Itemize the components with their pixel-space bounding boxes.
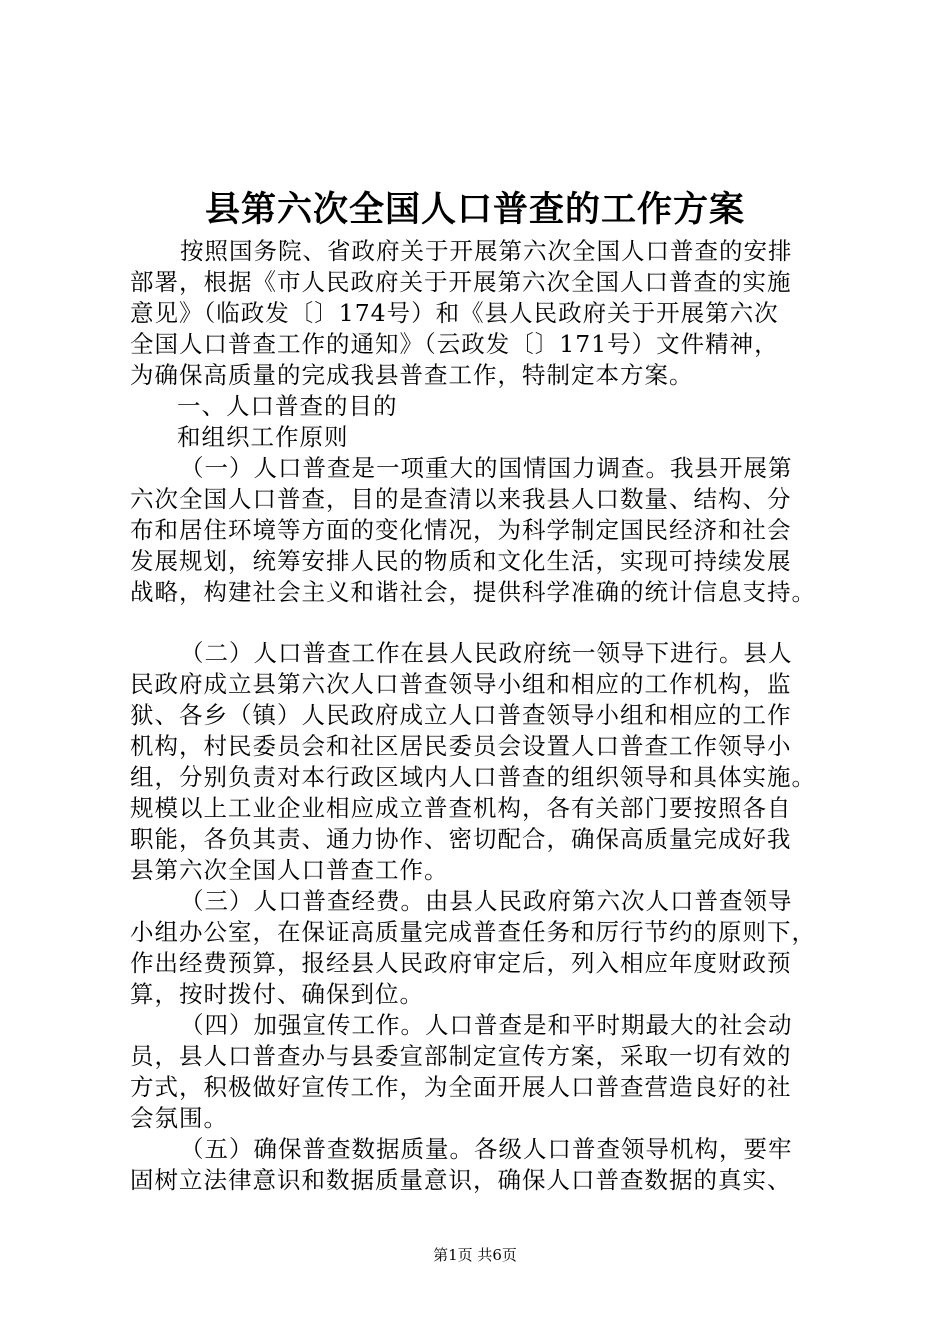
text-line: （四）加强宣传工作。人口普查是和平时期最大的社会动 bbox=[180, 1011, 793, 1039]
text-line: 部署，根据《市人民政府关于开展第六次全国人口普查的实施 bbox=[130, 268, 792, 296]
text-line: 为确保高质量的完成我县普查工作，特制定本方案。 bbox=[130, 361, 694, 389]
text-line: （三）人口普查经费。由县人民政府第六次人口普查领导 bbox=[180, 887, 793, 915]
text-line: 意见》（临政发〔〕174号）和《县人民政府关于开展第六次 bbox=[130, 299, 779, 327]
page-footer: 第1页 共6页 bbox=[433, 1246, 517, 1264]
section-heading: 和组织工作原则 bbox=[177, 423, 349, 451]
text-line: （五）确保普查数据质量。各级人口普查领导机构，要牢 bbox=[180, 1135, 793, 1163]
text-line: 全国人口普查工作的通知》（云政发〔〕171号）文件精神， bbox=[130, 330, 779, 358]
text-line: 县第六次全国人口普查工作。 bbox=[130, 856, 449, 884]
text-line: 职能，各负其责、通力协作、密切配合，确保高质量完成好我 bbox=[130, 825, 792, 853]
text-line: （二）人口普查工作在县人民政府统一领导下进行。县人 bbox=[180, 639, 793, 667]
text-line: 民政府成立县第六次人口普查领导小组和相应的工作机构，监 bbox=[130, 670, 792, 698]
text-line: 发展规划，统筹安排人民的物质和文化生活，实现可持续发展 bbox=[130, 547, 792, 575]
text-line: 机构，村民委员会和社区居民委员会设置人口普查工作领导小 bbox=[130, 732, 792, 760]
text-line: 规模以上工业企业相应成立普查机构，各有关部门要按照各自 bbox=[130, 794, 792, 822]
text-line: 固树立法律意识和数据质量意识，确保人口普查数据的真实、 bbox=[130, 1166, 792, 1194]
text-line: 组，分别负责对本行政区域内人口普查的组织领导和具体实施。 bbox=[130, 763, 816, 791]
section-heading: 一、人口普查的目的 bbox=[177, 392, 398, 420]
text-line: 按照国务院、省政府关于开展第六次全国人口普查的安排 bbox=[180, 237, 793, 265]
document-body bbox=[130, 236, 830, 1196]
text-line: 六次全国人口普查，目的是查清以来我县人口数量、结构、分 bbox=[130, 485, 792, 513]
text-line: 狱、各乡（镇）人民政府成立人口普查领导小组和相应的工作 bbox=[130, 701, 792, 729]
text-line: 战略，构建社会主义和谐社会，提供科学准确的统计信息支持。 bbox=[130, 578, 816, 606]
text-line: 方式，积极做好宣传工作，为全面开展人口普查营造良好的社 bbox=[130, 1073, 792, 1101]
text-line: 算，按时拨付、确保到位。 bbox=[130, 980, 424, 1008]
paragraph-gap bbox=[130, 608, 830, 638]
document-title: 县第六次全国人口普查的工作方案 bbox=[204, 189, 745, 230]
text-line: 员，县人口普查办与县委宣部制定宣传方案，采取一切有效的 bbox=[130, 1042, 792, 1070]
text-line: 布和居住环境等方面的变化情况，为科学制定国民经济和社会 bbox=[130, 516, 792, 544]
text-line: （一）人口普查是一项重大的国情国力调查。我县开展第 bbox=[180, 454, 793, 482]
text-line: 会氛围。 bbox=[130, 1104, 228, 1132]
text-line: 小组办公室，在保证高质量完成普查任务和厉行节约的原则下， bbox=[130, 918, 816, 946]
text-line: 作出经费预算，报经县人民政府审定后，列入相应年度财政预 bbox=[130, 949, 792, 977]
